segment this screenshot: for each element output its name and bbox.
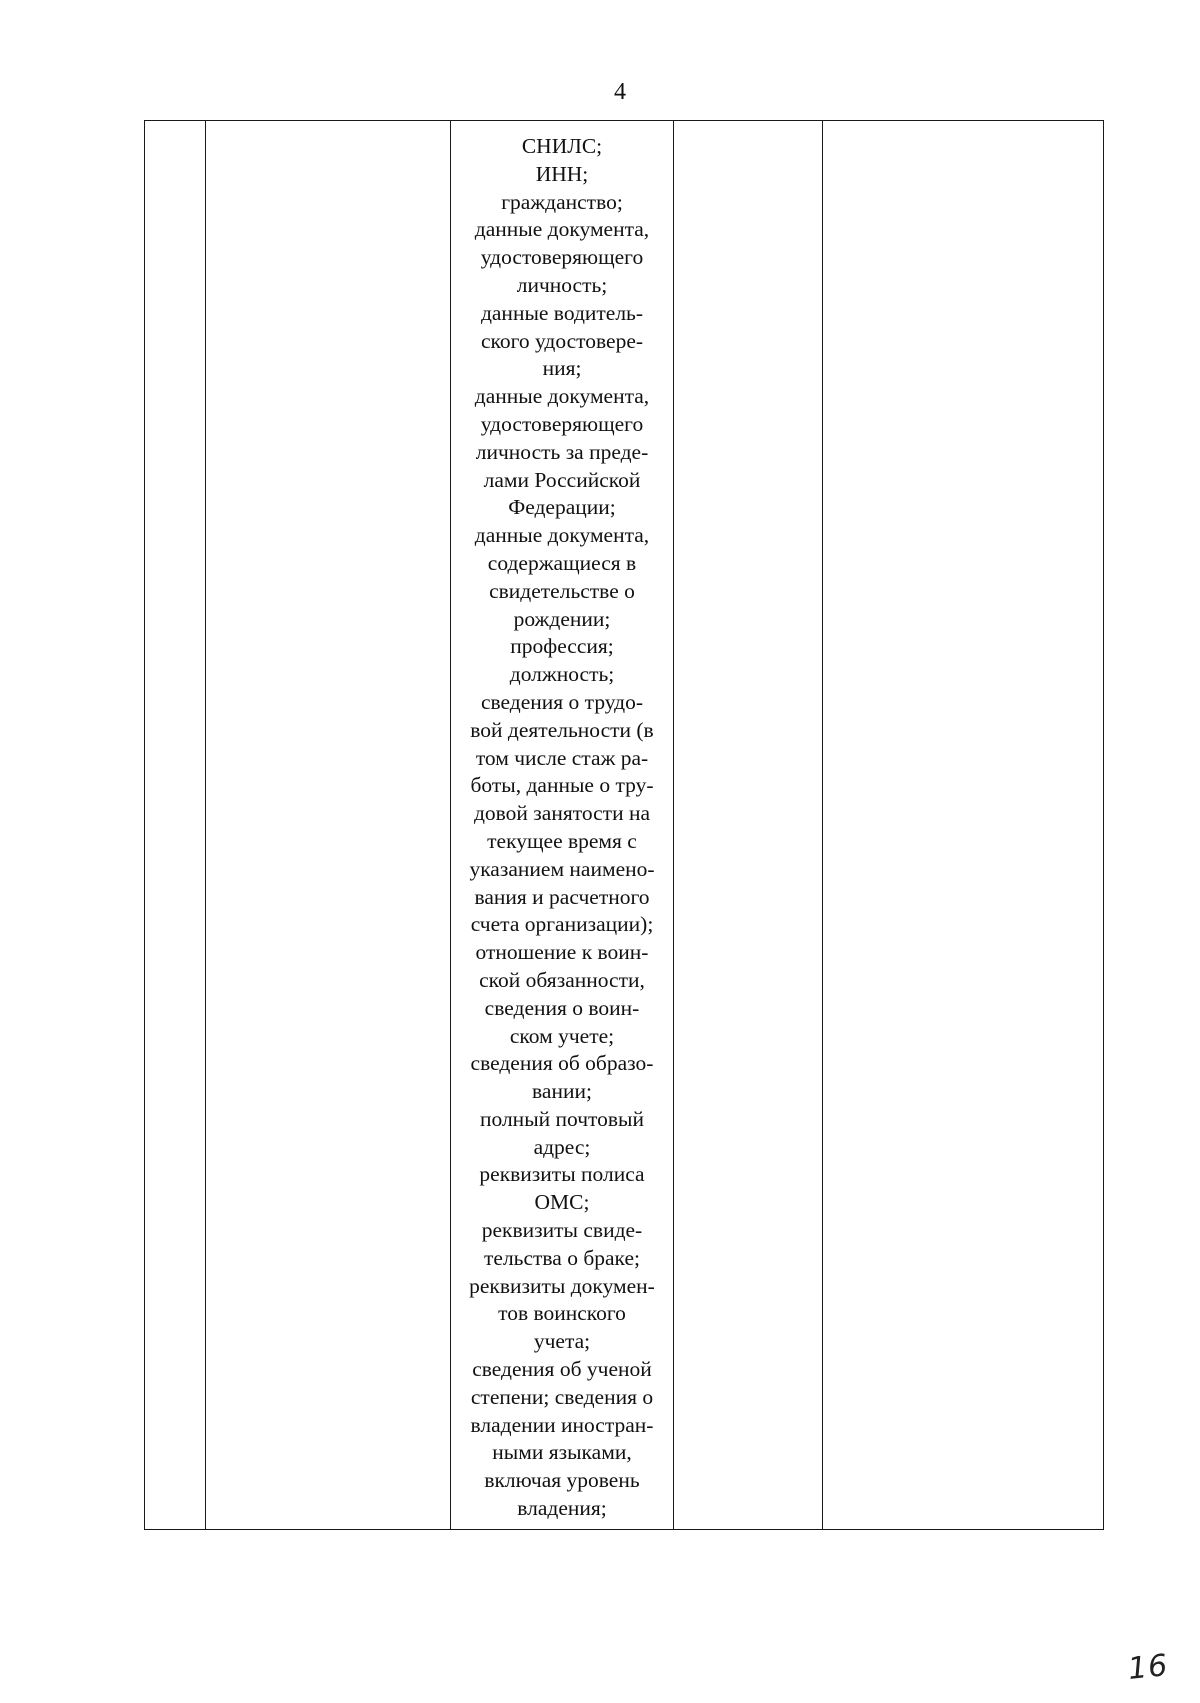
table-cell-column-5 bbox=[823, 121, 1104, 1530]
list-item: полный почтовый bbox=[479, 1106, 644, 1131]
list-item: учета; bbox=[533, 1329, 591, 1354]
table-cell-column-2 bbox=[206, 121, 451, 1530]
list-item: данные документа, bbox=[474, 384, 650, 409]
list-item: текущее время с bbox=[487, 828, 637, 853]
list-item: сведения об образо- bbox=[470, 1051, 654, 1076]
table-cell-column-4 bbox=[674, 121, 823, 1530]
list-item: отношение к воин- bbox=[475, 940, 649, 965]
list-item: реквизиты докумен- bbox=[469, 1273, 655, 1298]
handwritten-folio-number: 16 bbox=[1126, 1647, 1170, 1688]
list-item: довой занятости на bbox=[473, 801, 651, 826]
list-item: должность; bbox=[509, 662, 615, 687]
list-item: Федерации; bbox=[508, 495, 616, 520]
list-item: сведения о воин- bbox=[484, 995, 640, 1020]
list-item: владения; bbox=[517, 1496, 607, 1521]
list-item: реквизиты полиса bbox=[479, 1162, 645, 1187]
list-item: счета организации); bbox=[470, 912, 654, 937]
list-item: ОМС; bbox=[534, 1190, 590, 1215]
list-item: владении иностран- bbox=[470, 1412, 654, 1437]
list-item: ния; bbox=[542, 356, 582, 381]
list-item: сведения об ученой bbox=[472, 1357, 652, 1382]
list-item: указанием наимено- bbox=[469, 856, 655, 881]
personal-data-list bbox=[451, 121, 673, 1523]
list-item: профессия; bbox=[510, 634, 614, 659]
table-cell-column-3 bbox=[451, 121, 674, 1530]
list-item: включая уровень bbox=[484, 1468, 640, 1493]
list-item: степени; сведения о bbox=[470, 1384, 654, 1409]
list-item: данные водитель- bbox=[480, 300, 644, 325]
list-item: ными языками, bbox=[492, 1440, 632, 1465]
list-item: адрес; bbox=[533, 1134, 591, 1159]
list-item: свидетельстве о bbox=[489, 578, 635, 603]
list-item: СНИЛС; bbox=[521, 134, 603, 158]
list-item: удостоверяющего bbox=[480, 411, 644, 436]
list-item: ского удостовере- bbox=[480, 328, 644, 353]
list-item: том числе стаж ра- bbox=[475, 745, 649, 770]
list-item: ИНН; bbox=[535, 161, 589, 186]
list-item: лами Российской bbox=[483, 467, 641, 492]
data-table bbox=[144, 120, 1104, 1530]
list-item: содержащиеся в bbox=[487, 550, 637, 575]
table-row bbox=[145, 121, 1104, 1530]
list-item: личность; bbox=[516, 272, 608, 297]
page-number: 4 bbox=[614, 79, 626, 105]
list-item: данные документа, bbox=[474, 217, 650, 242]
list-item: вания и расчетного bbox=[474, 884, 650, 909]
list-item: боты, данные о тру- bbox=[470, 773, 654, 798]
list-item: данные документа, bbox=[474, 523, 650, 548]
list-item: вой деятельности (в bbox=[470, 717, 654, 742]
list-item: ском учете; bbox=[509, 1023, 615, 1048]
list-item: гражданство; bbox=[501, 189, 623, 214]
list-item: тов воинского bbox=[498, 1301, 626, 1326]
table-cell-column-1 bbox=[145, 121, 206, 1530]
list-item: удостоверяющего bbox=[480, 245, 644, 270]
list-item: вании; bbox=[532, 1079, 592, 1104]
list-item: ской обязанности, bbox=[479, 967, 645, 992]
list-item: реквизиты свиде- bbox=[481, 1218, 643, 1243]
list-item: рождении; bbox=[513, 606, 611, 631]
list-item: сведения о трудо- bbox=[480, 689, 644, 714]
list-item: личность за преде- bbox=[475, 439, 649, 464]
list-item: тельства о браке; bbox=[484, 1245, 640, 1270]
